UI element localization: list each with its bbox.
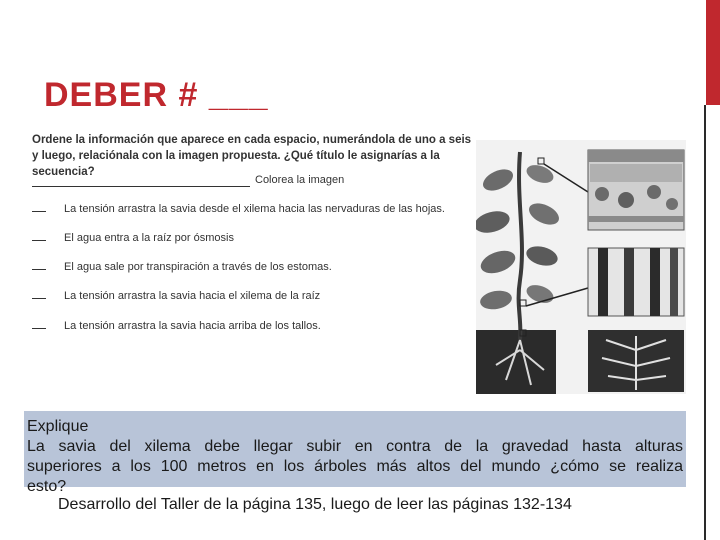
answer-blank-line <box>32 186 250 187</box>
worksheet-image <box>28 132 686 394</box>
worksheet-instruction: Colorea la imagen <box>255 174 345 186</box>
plant-illustration <box>476 140 686 394</box>
slide-title: DEBER # ___ <box>44 76 269 114</box>
assignment-note: Desarrollo del Taller de la página 135, luego de leer las páginas 132-134 <box>58 496 572 513</box>
list-item-text: El agua sale por transpiración a través de los estomas. <box>64 261 332 273</box>
question-line: La savia del xilema debe llegar subir en contra de la gravedad hasta alturas <box>27 438 683 455</box>
list-item <box>32 320 472 336</box>
worksheet-heading: Ordene la información que aparece en cada espacio, numerándola de uno a seis y luego, relaciónala con la imagen propuesta. ¿Qué título le asignarías a la secuencia? <box>32 134 472 178</box>
answer-blank <box>32 211 46 212</box>
list-item <box>32 203 472 219</box>
question-text <box>27 417 683 497</box>
divider-rule <box>704 105 706 540</box>
answer-blank <box>32 269 46 270</box>
question-line: superiores a los 100 metros en los árboles más altos del mundo ¿cómo se realiza <box>27 458 683 475</box>
list-item-text: La tensión arrastra la savia desde el xilema hacia las nervaduras de las hojas. <box>64 203 445 215</box>
answer-blank <box>32 328 46 329</box>
question-line: esto? <box>27 478 67 495</box>
list-item <box>32 290 472 306</box>
accent-bar <box>706 0 720 105</box>
question-label: Explique <box>27 418 89 435</box>
answer-blank <box>32 298 46 299</box>
plant-xylem-figure <box>476 140 686 394</box>
list-item <box>32 232 472 248</box>
list-item-text: La tensión arrastra la savia hacia arriba de los tallos. <box>64 320 321 332</box>
list-item <box>32 261 472 277</box>
list-item-text: El agua entra a la raíz por ósmosis <box>64 232 234 244</box>
list-item-text: La tensión arrastra la savia hacia el xilema de la raíz <box>64 290 321 302</box>
answer-blank <box>32 240 46 241</box>
